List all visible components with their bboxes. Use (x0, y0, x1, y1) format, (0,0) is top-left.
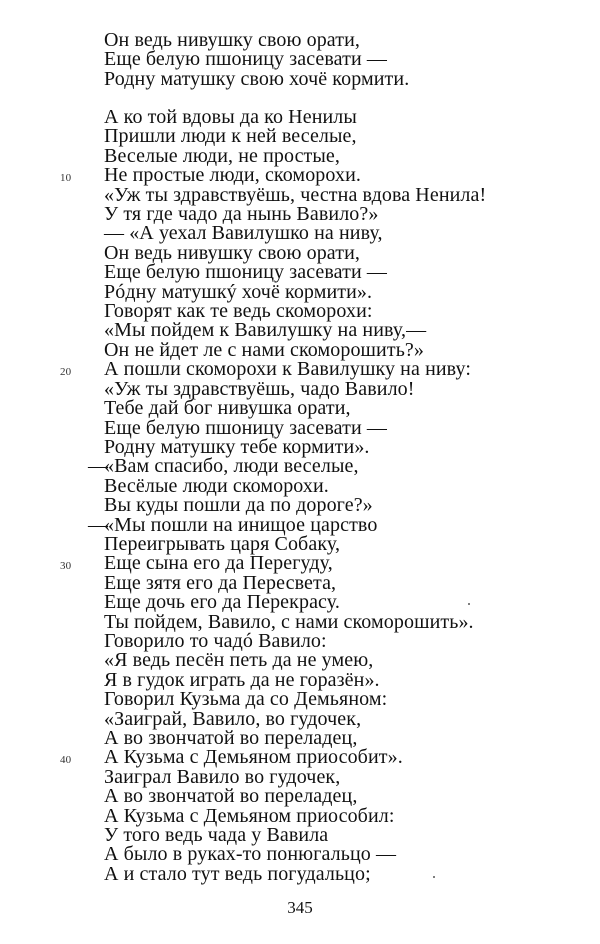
verse-text: Рóдну матушкý хочё кормити». (104, 280, 373, 303)
verse-text: Он не йдет ле с нами скоморошить?» (104, 338, 424, 361)
verse-text: А во звончатой во переладец, (104, 727, 358, 749)
verse-text: А Кузьма с Демьяном приособил: (104, 804, 395, 827)
verse-text: Еще сына его да Перегуду, (104, 552, 333, 575)
verse-text: А ко той вдовы да ко Ненилы (104, 106, 357, 128)
verse-text: А Кузьма с Демьяном приособит». (104, 746, 403, 769)
verse-text: «Заиграй, Вавило, во гудочек, (104, 707, 362, 730)
dialogue-dash: — (88, 513, 109, 536)
verse-text: Еще дочь его да Перекрасу. (104, 591, 340, 614)
verse-text: Родну матушку тебе кормити». (104, 435, 370, 458)
print-speck (468, 603, 470, 605)
verse-line (104, 862, 486, 885)
stanza-top (104, 31, 409, 89)
verse-text: Говорил Кузьма да со Демьяном: (104, 688, 388, 711)
verse-text: «Уж ты здравствуёшь, честна вдова Ненила! (104, 183, 487, 206)
verse-text: Вы куды пошли да по дороге?» (104, 494, 373, 517)
print-speck (433, 876, 435, 878)
verse-text: А пошли скоморохи к Вавилушку на ниву: (104, 358, 472, 381)
verse-text: Еще зятя его да Пересвета, (104, 571, 337, 594)
verse-text: Веселые люди, не простые, (104, 144, 341, 167)
verse-text: «Вам спасибо, люди веселые, (104, 455, 359, 478)
verse-text: У тя где чадо да нынь Вавило?» (104, 203, 379, 226)
verse-text: А и стало тут ведь погудальцо; (104, 862, 371, 885)
verse-text: Заиграл Вавило во гудочек, (104, 765, 341, 788)
page-number: 345 (287, 898, 313, 917)
line-number: 10 (60, 172, 72, 185)
verse-text: Ты пойдем, Вавило, с нами скоморошить». (104, 610, 474, 633)
verse-text: Еще белую пшоницу засевати — (104, 416, 387, 439)
verse-text: «Мы пошли на инищое царство (104, 513, 378, 536)
line-number: 20 (60, 366, 72, 379)
verse-text: Пришли люди к ней веселые, (104, 125, 357, 148)
verse-text: А было в руках-то понюгальцо — (104, 843, 397, 866)
verse-text: Я в гудок играть да не горазён». (104, 668, 380, 691)
verse-text: Тебе дай бог нивушка орати, (104, 397, 351, 420)
verse-text: Он ведь нивушку свою орати, (104, 241, 361, 264)
dialogue-dash: — (88, 455, 109, 478)
verse-text: У того ведь чада у Вавила (104, 824, 329, 847)
verse-text: А во звончатой во переладец, (104, 785, 358, 808)
verse-text: «Уж ты здравствуёшь, чадо Вавило! (104, 377, 415, 400)
verse-text: Весёлые люди скоморохи. (104, 474, 329, 497)
verse-text: — «А уехал Вавилушко на ниву, (104, 222, 383, 245)
verse-text: «Я ведь песён петь да не умею, (104, 649, 374, 672)
verse-line: Родну матушку свою хочё кормити. (104, 67, 410, 90)
line-number: 40 (60, 754, 72, 767)
verse-line: Еще белую пшоницу засевати — (104, 48, 387, 71)
verse-text: «Мы пойдем к Вавилушку на ниву,— (104, 319, 427, 342)
verse-text: Говорят как те ведь скоморохи: (104, 300, 373, 323)
verse-text: Говорило то чадó Вавило: (104, 629, 327, 652)
verse-text: Переигрывать царя Собаку, (104, 532, 341, 555)
stanza-main (60, 106, 487, 885)
line-number: 30 (60, 560, 72, 573)
verse-line: Он ведь нивушку свою орати, (104, 29, 361, 51)
verse-text: Не простые люди, скоморохи. (104, 164, 361, 187)
verse-text: Еще белую пшоницу засевати — (104, 261, 387, 284)
